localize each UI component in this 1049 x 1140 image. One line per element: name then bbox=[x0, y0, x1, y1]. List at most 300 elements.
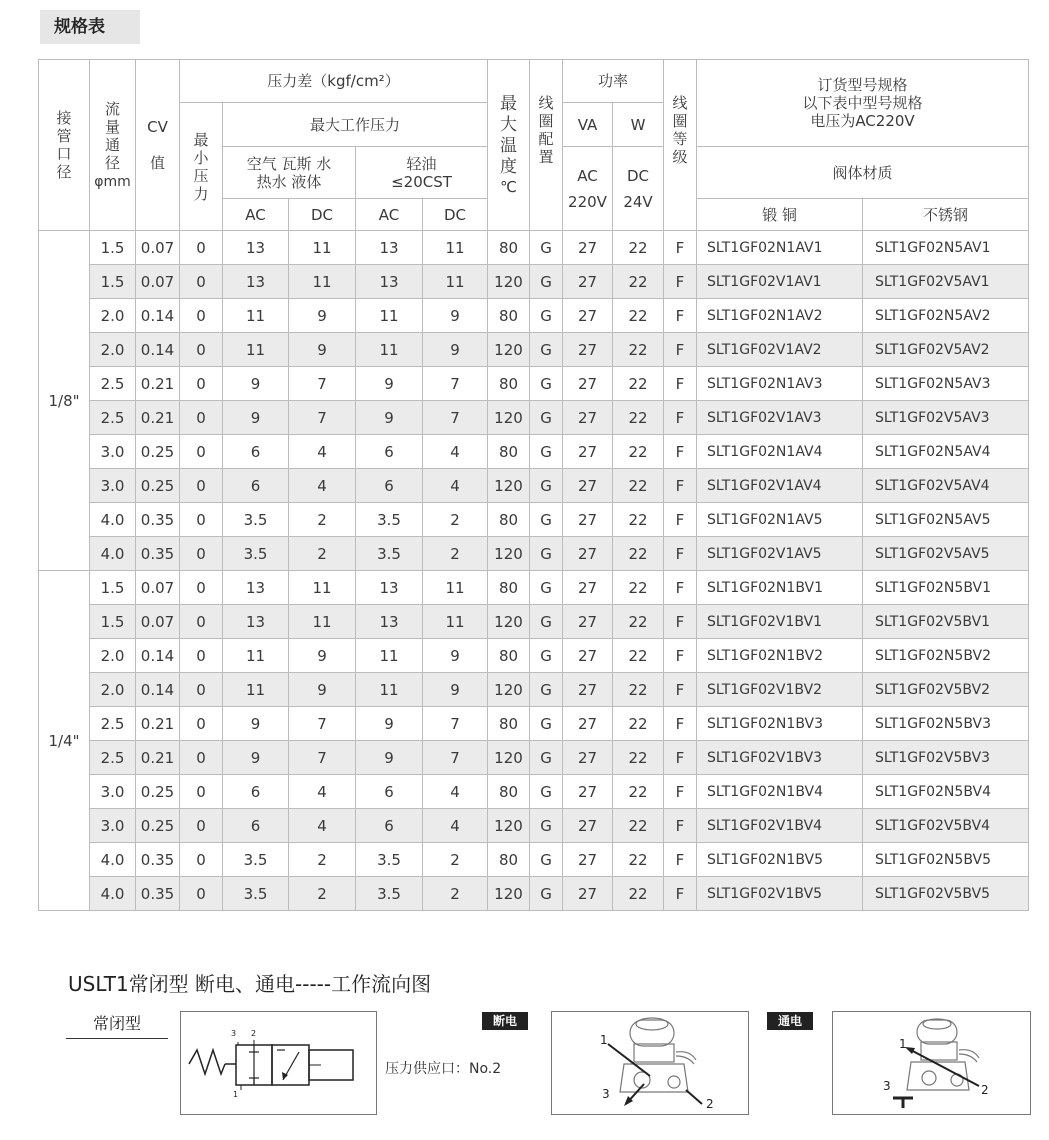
air-ac-cell: 9 bbox=[223, 741, 289, 775]
model-forged-copper-cell: SLT1GF02N1AV5 bbox=[697, 503, 863, 537]
cv-value-cell: 0.25 bbox=[136, 435, 180, 469]
table-row bbox=[39, 503, 1029, 537]
table-row bbox=[39, 435, 1029, 469]
max-temp-cell: 120 bbox=[488, 605, 530, 639]
oil-ac-cell: 11 bbox=[356, 333, 423, 367]
normally-closed-label: 常闭型 bbox=[66, 1010, 168, 1039]
power-va-cell: 27 bbox=[563, 299, 613, 333]
air-ac-cell: 11 bbox=[223, 333, 289, 367]
model-forged-copper-cell: SLT1GF02N1BV3 bbox=[697, 707, 863, 741]
model-forged-copper-cell: SLT1GF02N1AV1 bbox=[697, 231, 863, 265]
flow-diameter-cell: 3.0 bbox=[90, 469, 136, 503]
valve-symbol-diagram bbox=[181, 1012, 376, 1114]
power-w-cell: 22 bbox=[613, 503, 664, 537]
max-temp-cell: 80 bbox=[488, 707, 530, 741]
power-va-cell: 27 bbox=[563, 435, 613, 469]
min-pressure-cell: 0 bbox=[180, 673, 223, 707]
table-row bbox=[39, 639, 1029, 673]
coil-grade-cell: F bbox=[664, 809, 697, 843]
oil-dc-cell: 2 bbox=[423, 537, 488, 571]
oil-ac-cell: 6 bbox=[356, 809, 423, 843]
oil-dc-cell: 2 bbox=[423, 877, 488, 911]
coil-config-cell: G bbox=[530, 503, 563, 537]
coil-grade-cell: F bbox=[664, 231, 697, 265]
flow-diameter-cell: 1.5 bbox=[90, 605, 136, 639]
power-va-cell: 27 bbox=[563, 503, 613, 537]
oil-ac-cell: 13 bbox=[356, 231, 423, 265]
cv-value-cell: 0.21 bbox=[136, 741, 180, 775]
max-temp-cell: 120 bbox=[488, 265, 530, 299]
off-port-1: 1 bbox=[600, 1033, 608, 1047]
table-row bbox=[39, 843, 1029, 877]
power-w-cell: 22 bbox=[613, 741, 664, 775]
air-ac-cell: 13 bbox=[223, 265, 289, 299]
pipe-size-cell: 1/4" bbox=[39, 571, 90, 911]
power-w-cell: 22 bbox=[613, 435, 664, 469]
air-dc-cell: 7 bbox=[289, 367, 356, 401]
model-forged-copper-cell: SLT1GF02V1AV1 bbox=[697, 265, 863, 299]
oil-ac-cell: 9 bbox=[356, 367, 423, 401]
on-port-3: 3 bbox=[883, 1079, 891, 1093]
table-row bbox=[39, 809, 1029, 843]
header-min-pressure: 最小压力 bbox=[180, 103, 223, 231]
oil-ac-cell: 11 bbox=[356, 299, 423, 333]
max-temp-cell: 80 bbox=[488, 231, 530, 265]
model-stainless-cell: SLT1GF02N5BV5 bbox=[863, 843, 1029, 877]
cv-value-cell: 0.35 bbox=[136, 503, 180, 537]
model-stainless-cell: SLT1GF02N5BV3 bbox=[863, 707, 1029, 741]
table-row bbox=[39, 775, 1029, 809]
oil-ac-cell: 11 bbox=[356, 639, 423, 673]
max-temp-cell: 120 bbox=[488, 877, 530, 911]
coil-config-cell: G bbox=[530, 877, 563, 911]
max-temp-cell: 120 bbox=[488, 809, 530, 843]
header-air-gas-water: 空气 瓦斯 水 热水 液体 bbox=[223, 147, 356, 199]
coil-config-cell: G bbox=[530, 435, 563, 469]
model-stainless-cell: SLT1GF02V5BV4 bbox=[863, 809, 1029, 843]
air-ac-cell: 6 bbox=[223, 775, 289, 809]
air-ac-cell: 3.5 bbox=[223, 503, 289, 537]
power-va-cell: 27 bbox=[563, 265, 613, 299]
power-off-tag: 断电 bbox=[482, 1012, 528, 1030]
oil-ac-cell: 13 bbox=[356, 605, 423, 639]
model-stainless-cell: SLT1GF02N5AV5 bbox=[863, 503, 1029, 537]
power-w-cell: 22 bbox=[613, 673, 664, 707]
oil-dc-cell: 11 bbox=[423, 571, 488, 605]
cv-value-cell: 0.35 bbox=[136, 877, 180, 911]
power-on-valve-drawing bbox=[833, 1012, 1030, 1114]
table-row bbox=[39, 741, 1029, 775]
header-max-temp: 最大温度 ℃ bbox=[488, 60, 530, 231]
flow-diameter-cell: 1.5 bbox=[90, 571, 136, 605]
table-row bbox=[39, 877, 1029, 911]
header-oil-ac: AC bbox=[356, 199, 423, 231]
max-temp-cell: 80 bbox=[488, 639, 530, 673]
oil-dc-cell: 2 bbox=[423, 503, 488, 537]
min-pressure-cell: 0 bbox=[180, 401, 223, 435]
oil-dc-cell: 9 bbox=[423, 639, 488, 673]
model-forged-copper-cell: SLT1GF02N1BV4 bbox=[697, 775, 863, 809]
model-forged-copper-cell: SLT1GF02V1AV3 bbox=[697, 401, 863, 435]
cv-value-cell: 0.25 bbox=[136, 775, 180, 809]
model-forged-copper-cell: SLT1GF02N1BV1 bbox=[697, 571, 863, 605]
power-va-cell: 27 bbox=[563, 877, 613, 911]
coil-config-cell: G bbox=[530, 333, 563, 367]
pipe-size-cell: 1/8" bbox=[39, 231, 90, 571]
model-forged-copper-cell: SLT1GF02V1BV5 bbox=[697, 877, 863, 911]
oil-ac-cell: 3.5 bbox=[356, 877, 423, 911]
oil-dc-cell: 7 bbox=[423, 707, 488, 741]
air-dc-cell: 4 bbox=[289, 775, 356, 809]
cv-value-cell: 0.25 bbox=[136, 809, 180, 843]
model-stainless-cell: SLT1GF02N5AV2 bbox=[863, 299, 1029, 333]
power-va-cell: 27 bbox=[563, 673, 613, 707]
oil-ac-cell: 3.5 bbox=[356, 537, 423, 571]
flow-diagram-title: USLT1常闭型 断电、通电-----工作流向图 bbox=[68, 972, 432, 996]
coil-config-cell: G bbox=[530, 265, 563, 299]
model-forged-copper-cell: SLT1GF02N1AV2 bbox=[697, 299, 863, 333]
coil-grade-cell: F bbox=[664, 367, 697, 401]
table-row bbox=[39, 367, 1029, 401]
air-ac-cell: 6 bbox=[223, 435, 289, 469]
coil-config-cell: G bbox=[530, 741, 563, 775]
air-dc-cell: 2 bbox=[289, 877, 356, 911]
air-dc-cell: 4 bbox=[289, 435, 356, 469]
air-dc-cell: 9 bbox=[289, 299, 356, 333]
power-w-cell: 22 bbox=[613, 775, 664, 809]
oil-dc-cell: 7 bbox=[423, 741, 488, 775]
power-va-cell: 27 bbox=[563, 775, 613, 809]
oil-ac-cell: 9 bbox=[356, 401, 423, 435]
max-temp-cell: 120 bbox=[488, 401, 530, 435]
header-cv: CV 值 bbox=[136, 60, 180, 231]
model-stainless-cell: SLT1GF02N5AV1 bbox=[863, 231, 1029, 265]
oil-dc-cell: 7 bbox=[423, 367, 488, 401]
coil-config-cell: G bbox=[530, 367, 563, 401]
model-stainless-cell: SLT1GF02N5BV1 bbox=[863, 571, 1029, 605]
min-pressure-cell: 0 bbox=[180, 809, 223, 843]
coil-grade-cell: F bbox=[664, 435, 697, 469]
oil-ac-cell: 9 bbox=[356, 707, 423, 741]
power-off-valve-drawing bbox=[552, 1012, 748, 1114]
oil-dc-cell: 4 bbox=[423, 775, 488, 809]
air-ac-cell: 6 bbox=[223, 469, 289, 503]
air-dc-cell: 4 bbox=[289, 809, 356, 843]
air-ac-cell: 9 bbox=[223, 401, 289, 435]
coil-config-cell: G bbox=[530, 843, 563, 877]
min-pressure-cell: 0 bbox=[180, 469, 223, 503]
coil-grade-cell: F bbox=[664, 707, 697, 741]
air-ac-cell: 9 bbox=[223, 367, 289, 401]
flow-diameter-cell: 2.5 bbox=[90, 741, 136, 775]
min-pressure-cell: 0 bbox=[180, 367, 223, 401]
header-pressure-diff: 压力差（kgf/cm²） bbox=[180, 60, 488, 103]
flow-diameter-cell: 3.0 bbox=[90, 809, 136, 843]
coil-config-cell: G bbox=[530, 401, 563, 435]
flow-diameter-cell: 2.5 bbox=[90, 401, 136, 435]
table-row bbox=[39, 673, 1029, 707]
oil-dc-cell: 11 bbox=[423, 605, 488, 639]
cv-value-cell: 0.14 bbox=[136, 639, 180, 673]
oil-dc-cell: 4 bbox=[423, 809, 488, 843]
power-on-tag: 通电 bbox=[767, 1012, 813, 1030]
air-dc-cell: 11 bbox=[289, 265, 356, 299]
oil-dc-cell: 9 bbox=[423, 673, 488, 707]
flow-diameter-cell: 2.5 bbox=[90, 367, 136, 401]
max-temp-cell: 120 bbox=[488, 333, 530, 367]
coil-grade-cell: F bbox=[664, 741, 697, 775]
max-temp-cell: 80 bbox=[488, 843, 530, 877]
model-stainless-cell: SLT1GF02V5BV1 bbox=[863, 605, 1029, 639]
header-dc24v: DC 24V bbox=[613, 147, 664, 231]
cv-value-cell: 0.14 bbox=[136, 673, 180, 707]
power-va-cell: 27 bbox=[563, 605, 613, 639]
power-w-cell: 22 bbox=[613, 333, 664, 367]
model-stainless-cell: SLT1GF02V5AV3 bbox=[863, 401, 1029, 435]
power-w-cell: 22 bbox=[613, 299, 664, 333]
min-pressure-cell: 0 bbox=[180, 265, 223, 299]
min-pressure-cell: 0 bbox=[180, 877, 223, 911]
power-va-cell: 27 bbox=[563, 741, 613, 775]
air-dc-cell: 11 bbox=[289, 571, 356, 605]
air-dc-cell: 9 bbox=[289, 639, 356, 673]
flow-diameter-cell: 3.0 bbox=[90, 775, 136, 809]
power-va-cell: 27 bbox=[563, 537, 613, 571]
table-row bbox=[39, 469, 1029, 503]
oil-dc-cell: 9 bbox=[423, 299, 488, 333]
model-forged-copper-cell: SLT1GF02V1BV2 bbox=[697, 673, 863, 707]
coil-grade-cell: F bbox=[664, 843, 697, 877]
cv-value-cell: 0.07 bbox=[136, 571, 180, 605]
header-pipe-size: 接管口径 bbox=[39, 60, 90, 231]
max-temp-cell: 80 bbox=[488, 775, 530, 809]
coil-config-cell: G bbox=[530, 299, 563, 333]
header-forged-copper: 锻 铜 bbox=[697, 199, 863, 231]
cv-value-cell: 0.07 bbox=[136, 605, 180, 639]
min-pressure-cell: 0 bbox=[180, 843, 223, 877]
oil-ac-cell: 3.5 bbox=[356, 843, 423, 877]
coil-config-cell: G bbox=[530, 673, 563, 707]
model-stainless-cell: SLT1GF02N5AV4 bbox=[863, 435, 1029, 469]
oil-dc-cell: 9 bbox=[423, 333, 488, 367]
coil-config-cell: G bbox=[530, 537, 563, 571]
model-forged-copper-cell: SLT1GF02V1AV5 bbox=[697, 537, 863, 571]
on-port-1: 1 bbox=[899, 1037, 907, 1051]
max-temp-cell: 80 bbox=[488, 503, 530, 537]
power-va-cell: 27 bbox=[563, 367, 613, 401]
min-pressure-cell: 0 bbox=[180, 741, 223, 775]
header-order-spec: 订货型号规格 以下表中型号规格 电压为AC220V bbox=[697, 60, 1029, 147]
header-stainless: 不锈钢 bbox=[863, 199, 1029, 231]
air-dc-cell: 11 bbox=[289, 605, 356, 639]
min-pressure-cell: 0 bbox=[180, 639, 223, 673]
coil-grade-cell: F bbox=[664, 537, 697, 571]
air-dc-cell: 9 bbox=[289, 673, 356, 707]
pressure-supply-port-label: 压力供应口：No.2 bbox=[385, 1061, 502, 1077]
coil-config-cell: G bbox=[530, 605, 563, 639]
spring-symbol bbox=[189, 1050, 225, 1074]
flow-diameter-cell: 4.0 bbox=[90, 537, 136, 571]
air-ac-cell: 9 bbox=[223, 707, 289, 741]
flow-diameter-cell: 2.0 bbox=[90, 639, 136, 673]
header-power: 功率 bbox=[563, 60, 664, 103]
power-va-cell: 27 bbox=[563, 333, 613, 367]
power-va-cell: 27 bbox=[563, 469, 613, 503]
table-row bbox=[39, 707, 1029, 741]
flow-diameter-cell: 1.5 bbox=[90, 231, 136, 265]
model-stainless-cell: SLT1GF02N5BV4 bbox=[863, 775, 1029, 809]
header-body-material: 阀体材质 bbox=[697, 147, 1029, 199]
min-pressure-cell: 0 bbox=[180, 571, 223, 605]
table-row bbox=[39, 537, 1029, 571]
model-stainless-cell: SLT1GF02V5AV5 bbox=[863, 537, 1029, 571]
min-pressure-cell: 0 bbox=[180, 775, 223, 809]
header-coil-config: 线圈配置 bbox=[530, 60, 563, 231]
air-ac-cell: 3.5 bbox=[223, 537, 289, 571]
header-va: VA bbox=[563, 103, 613, 147]
power-w-cell: 22 bbox=[613, 265, 664, 299]
min-pressure-cell: 0 bbox=[180, 333, 223, 367]
air-ac-cell: 11 bbox=[223, 639, 289, 673]
model-forged-copper-cell: SLT1GF02V1BV3 bbox=[697, 741, 863, 775]
cv-value-cell: 0.21 bbox=[136, 707, 180, 741]
power-va-cell: 27 bbox=[563, 707, 613, 741]
min-pressure-cell: 0 bbox=[180, 299, 223, 333]
power-w-cell: 22 bbox=[613, 809, 664, 843]
model-stainless-cell: SLT1GF02V5BV5 bbox=[863, 877, 1029, 911]
header-light-oil: 轻油 ≤20CST bbox=[356, 147, 488, 199]
model-forged-copper-cell: SLT1GF02N1BV2 bbox=[697, 639, 863, 673]
oil-dc-cell: 11 bbox=[423, 231, 488, 265]
cv-value-cell: 0.25 bbox=[136, 469, 180, 503]
air-ac-cell: 11 bbox=[223, 299, 289, 333]
coil-grade-cell: F bbox=[664, 503, 697, 537]
power-w-cell: 22 bbox=[613, 639, 664, 673]
flow-diameter-cell: 2.0 bbox=[90, 333, 136, 367]
max-temp-cell: 120 bbox=[488, 537, 530, 571]
valve-block-right bbox=[272, 1045, 309, 1085]
coil-grade-cell: F bbox=[664, 333, 697, 367]
model-forged-copper-cell: SLT1GF02V1BV4 bbox=[697, 809, 863, 843]
coil-grade-cell: F bbox=[664, 401, 697, 435]
power-w-cell: 22 bbox=[613, 605, 664, 639]
power-on-diagram-box bbox=[832, 1011, 1031, 1115]
power-w-cell: 22 bbox=[613, 707, 664, 741]
model-stainless-cell: SLT1GF02N5AV3 bbox=[863, 367, 1029, 401]
model-stainless-cell: SLT1GF02V5AV2 bbox=[863, 333, 1029, 367]
header-coil-grade: 线圈等级 bbox=[664, 60, 697, 231]
min-pressure-cell: 0 bbox=[180, 605, 223, 639]
cv-value-cell: 0.07 bbox=[136, 265, 180, 299]
air-dc-cell: 7 bbox=[289, 401, 356, 435]
coil-grade-cell: F bbox=[664, 265, 697, 299]
air-ac-cell: 13 bbox=[223, 605, 289, 639]
coil-grade-cell: F bbox=[664, 775, 697, 809]
valve-symbol-box bbox=[180, 1011, 377, 1115]
header-ac220v: AC 220V bbox=[563, 147, 613, 231]
air-ac-cell: 3.5 bbox=[223, 843, 289, 877]
flow-diameter-cell: 2.0 bbox=[90, 673, 136, 707]
power-w-cell: 22 bbox=[613, 571, 664, 605]
flow-diameter-cell: 4.0 bbox=[90, 503, 136, 537]
model-stainless-cell: SLT1GF02V5BV3 bbox=[863, 741, 1029, 775]
coil-config-cell: G bbox=[530, 707, 563, 741]
cv-value-cell: 0.21 bbox=[136, 367, 180, 401]
power-w-cell: 22 bbox=[613, 401, 664, 435]
air-dc-cell: 2 bbox=[289, 537, 356, 571]
power-va-cell: 27 bbox=[563, 401, 613, 435]
coil-grade-cell: F bbox=[664, 469, 697, 503]
coil-config-cell: G bbox=[530, 809, 563, 843]
table-row bbox=[39, 333, 1029, 367]
max-temp-cell: 80 bbox=[488, 571, 530, 605]
model-forged-copper-cell: SLT1GF02V1AV2 bbox=[697, 333, 863, 367]
max-temp-cell: 80 bbox=[488, 299, 530, 333]
coil-config-cell: G bbox=[530, 469, 563, 503]
model-stainless-cell: SLT1GF02V5AV1 bbox=[863, 265, 1029, 299]
air-dc-cell: 9 bbox=[289, 333, 356, 367]
power-w-cell: 22 bbox=[613, 877, 664, 911]
min-pressure-cell: 0 bbox=[180, 231, 223, 265]
air-dc-cell: 7 bbox=[289, 707, 356, 741]
coil-grade-cell: F bbox=[664, 673, 697, 707]
model-forged-copper-cell: SLT1GF02N1BV5 bbox=[697, 843, 863, 877]
oil-ac-cell: 11 bbox=[356, 673, 423, 707]
min-pressure-cell: 0 bbox=[180, 537, 223, 571]
cv-value-cell: 0.35 bbox=[136, 843, 180, 877]
max-temp-cell: 120 bbox=[488, 673, 530, 707]
coil-grade-cell: F bbox=[664, 639, 697, 673]
model-stainless-cell: SLT1GF02V5AV4 bbox=[863, 469, 1029, 503]
header-oil-dc: DC bbox=[423, 199, 488, 231]
oil-ac-cell: 6 bbox=[356, 469, 423, 503]
oil-dc-cell: 11 bbox=[423, 265, 488, 299]
coil-config-cell: G bbox=[530, 571, 563, 605]
cv-value-cell: 0.14 bbox=[136, 333, 180, 367]
model-forged-copper-cell: SLT1GF02V1AV4 bbox=[697, 469, 863, 503]
model-stainless-cell: SLT1GF02N5BV2 bbox=[863, 639, 1029, 673]
air-ac-cell: 3.5 bbox=[223, 877, 289, 911]
air-dc-cell: 7 bbox=[289, 741, 356, 775]
air-dc-cell: 11 bbox=[289, 231, 356, 265]
power-w-cell: 22 bbox=[613, 537, 664, 571]
flow-diameter-cell: 1.5 bbox=[90, 265, 136, 299]
power-w-cell: 22 bbox=[613, 367, 664, 401]
flow-diameter-cell: 2.0 bbox=[90, 299, 136, 333]
air-dc-cell: 4 bbox=[289, 469, 356, 503]
oil-ac-cell: 6 bbox=[356, 775, 423, 809]
oil-dc-cell: 4 bbox=[423, 435, 488, 469]
table-row bbox=[39, 265, 1029, 299]
oil-ac-cell: 13 bbox=[356, 265, 423, 299]
cv-value-cell: 0.35 bbox=[136, 537, 180, 571]
oil-ac-cell: 9 bbox=[356, 741, 423, 775]
oil-ac-cell: 6 bbox=[356, 435, 423, 469]
page-title: 规格表 bbox=[40, 10, 140, 44]
max-temp-cell: 80 bbox=[488, 367, 530, 401]
flow-diameter-cell: 2.5 bbox=[90, 707, 136, 741]
on-port-2: 2 bbox=[981, 1083, 989, 1097]
air-dc-cell: 2 bbox=[289, 503, 356, 537]
max-temp-cell: 120 bbox=[488, 469, 530, 503]
table-row bbox=[39, 401, 1029, 435]
coil-grade-cell: F bbox=[664, 571, 697, 605]
off-port-2: 2 bbox=[706, 1097, 714, 1111]
header-w: W bbox=[613, 103, 664, 147]
coil-grade-cell: F bbox=[664, 299, 697, 333]
coil-config-cell: G bbox=[530, 231, 563, 265]
model-forged-copper-cell: SLT1GF02N1AV3 bbox=[697, 367, 863, 401]
